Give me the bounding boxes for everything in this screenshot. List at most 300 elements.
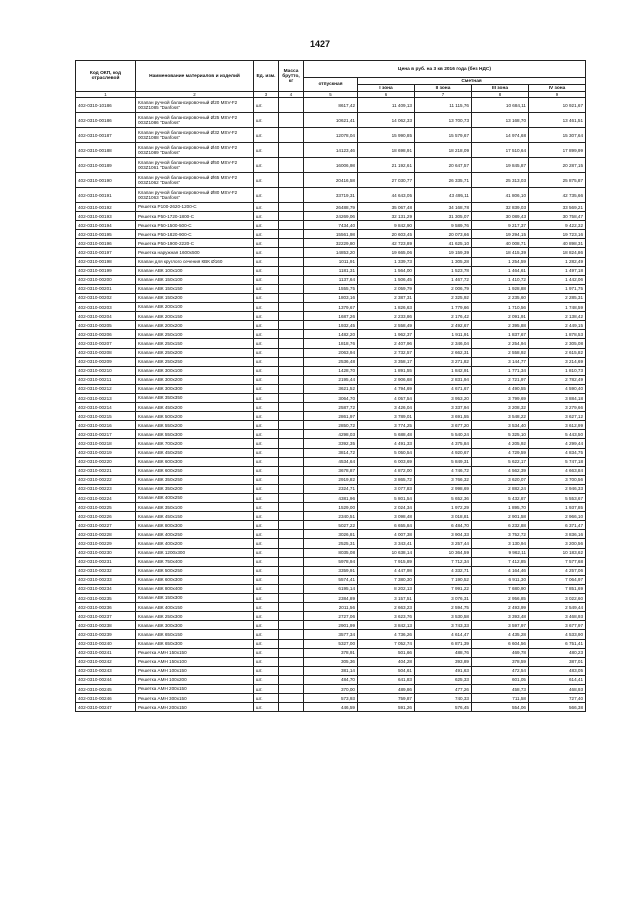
table-row [76,113,586,128]
cell-zone-1-price: 1 891,55 [358,366,415,375]
cell-zone-1-price: 42 723,89 [358,239,415,248]
table-row [76,639,586,648]
cell-zone-1-price: 7 052,74 [358,639,415,648]
cell-mass [279,575,304,584]
cell-zone-1-price: 19 665,06 [358,248,415,257]
cell-zone-3-price: 9 217,37 [472,221,529,230]
cell-zone-4-price: 15 307,64 [529,128,586,143]
header-estimate: Сметная [358,78,586,85]
cell-zone-2-price: 31 305,07 [415,212,472,221]
cell-release-price: 1687,26 [304,312,358,321]
cell-zone-3-price: 1 410,72 [472,275,529,284]
cell-release-price: 10621,41 [304,113,358,128]
cell-code: 402-0310-00227 [76,521,136,530]
cell-unit: шт. [254,330,279,339]
cell-mass [279,403,304,412]
cell-zone-2-price: 9 589,76 [415,221,472,230]
cell-release-price: 1137,64 [304,275,358,284]
cell-code: 402-0310-00199 [76,266,136,275]
table-row [76,621,586,630]
table-row [76,421,586,430]
cell-zone-4-price: 6 371,47 [529,521,586,530]
cell-release-price: 5327,00 [304,639,358,648]
cell-code: 402-0310-00197 [76,248,136,257]
cell-unit: шт. [254,143,279,158]
column-number: 1 [76,92,136,98]
cell-zone-3-price: 5 325,10 [472,430,529,439]
cell-zone-1-price: 8 202,13 [358,584,415,593]
cell-zone-2-price: 3 691,55 [415,412,472,421]
cell-name: Клапан АВК 800х300 [136,521,254,530]
cell-zone-1-price: 2 663,23 [358,603,415,612]
cell-code: 402-0310-00244 [76,675,136,684]
cell-unit: шт. [254,98,279,113]
cell-zone-1-price: 10 638,14 [358,548,415,557]
cell-zone-1-price: 6 003,69 [358,457,415,466]
cell-code: 402-0310-00247 [76,703,136,712]
cell-release-price: 26488,79 [304,203,358,212]
cell-mass [279,366,304,375]
cell-unit: шт. [254,448,279,457]
table-row [76,584,586,593]
cell-code: 402-0310-00234 [76,584,136,593]
cell-name: Решетка АМН 150х150 [136,648,254,657]
cell-name: Решетка Р50-1500-500-С [136,221,254,230]
table-row [76,266,586,275]
cell-zone-3-price: 18 415,39 [472,248,529,257]
cell-name: Клапан АВК 250х100 [136,330,254,339]
cell-zone-4-price: 3 022,60 [529,594,586,603]
cell-zone-3-price: 9 962,11 [472,548,529,557]
cell-zone-2-price: 2 831,94 [415,375,472,384]
cell-unit: шт. [254,403,279,412]
cell-zone-3-price: 4 164,46 [472,566,529,575]
cell-zone-1-price: 2 906,68 [358,375,415,384]
cell-zone-4-price: 566,38 [529,703,586,712]
cell-unit: шт. [254,575,279,584]
cell-code: 402-0310-00245 [76,684,136,693]
header-zone-1: I зона [358,85,415,92]
cell-name: Клапан ручной балансировочный Ø80 MSV-F2 003Z1063 "Danfoss" [136,188,254,203]
cell-unit: шт. [254,284,279,293]
cell-mass [279,584,304,593]
cell-code: 402-0310-00224 [76,494,136,503]
cell-zone-4-price: 1 937,85 [529,503,586,512]
cell-zone-1-price: 3 865,72 [358,475,415,484]
table-row [76,275,586,284]
cell-zone-2-price: 2 006,79 [415,284,472,293]
cell-zone-2-price: 5 652,36 [415,494,472,503]
table-row [76,230,586,239]
column-number: 5 [304,92,358,98]
table-row [76,203,586,212]
cell-zone-3-price: 30 089,43 [472,212,529,221]
cell-name: Решетка АМН 100х200 [136,675,254,684]
cell-name: Клапан АВК 650х150 [136,630,254,639]
cell-mass [279,594,304,603]
cell-zone-2-price: 41 625,10 [415,239,472,248]
cell-zone-3-price: 2 493,99 [472,603,529,612]
cell-release-price: 5978,94 [304,557,358,566]
cell-release-price: 2340,51 [304,512,358,521]
table-row [76,375,586,384]
cell-zone-3-price: 2 558,92 [472,348,529,357]
cell-unit: шт. [254,357,279,366]
cell-unit: шт. [254,430,279,439]
cell-zone-3-price: 4 490,55 [472,384,529,393]
cell-mass [279,303,304,312]
cell-zone-4-price: 2 449,15 [529,321,586,330]
cell-zone-2-price: 4 671,67 [415,384,472,393]
table-row [76,703,586,712]
cell-code: 402-0310-00196 [76,239,136,248]
cell-zone-3-price: 7 412,85 [472,557,529,566]
cell-zone-1-price: 2 407,96 [358,339,415,348]
cell-zone-3-price: 1 895,70 [472,503,529,512]
cell-code: 402-0310-00189 [76,158,136,173]
cell-unit: шт. [254,457,279,466]
cell-mass [279,113,304,128]
cell-release-price: 2063,94 [304,348,358,357]
cell-zone-2-price: 3 743,33 [415,621,472,630]
cell-zone-2-price: 3 257,44 [415,539,472,548]
cell-zone-3-price: 2 901,58 [472,512,529,521]
table-row [76,412,586,421]
cell-zone-4-price: 5 553,67 [529,494,586,503]
cell-zone-4-price: 3 627,12 [529,412,586,421]
cell-zone-1-price: 1 564,00 [358,266,415,275]
cell-unit: шт. [254,639,279,648]
cell-zone-1-price: 2 387,31 [358,293,415,302]
cell-zone-2-price: 1 779,66 [415,303,472,312]
cell-zone-2-price: 4 332,71 [415,566,472,575]
cell-code: 402-0310-00226 [76,512,136,521]
cell-zone-1-price: 27 030,77 [358,173,415,188]
table-row [76,330,586,339]
cell-mass [279,348,304,357]
table-row [76,503,586,512]
cell-unit: шт. [254,158,279,173]
cell-code: 402-0310-00243 [76,666,136,675]
cell-zone-1-price: 6 655,84 [358,521,415,530]
table-row [76,357,586,366]
header-price-group: Цена в руб. на 3 кв 2016 года (без НДС) [304,61,586,78]
cell-unit: шт. [254,703,279,712]
cell-zone-1-price: 44 643,05 [358,188,415,203]
cell-zone-1-price: 3 842,13 [358,621,415,630]
cell-zone-2-price: 477,26 [415,684,472,693]
cell-zone-2-price: 7 991,22 [415,584,472,593]
cell-code: 402-0310-00207 [76,339,136,348]
table-row [76,539,586,548]
cell-name: Клапан АВК 450х250 [136,448,254,457]
cell-zone-4-price: 9 422,32 [529,221,586,230]
cell-mass [279,375,304,384]
cell-zone-2-price: 3 904,33 [415,530,472,539]
cell-zone-2-price: 3 766,32 [415,475,472,484]
cell-code: 402-0310-00214 [76,403,136,412]
cell-unit: шт. [254,421,279,430]
cell-release-price: 1379,67 [304,303,358,312]
cell-zone-4-price: 4 663,84 [529,466,586,475]
cell-code: 402-0310-00210 [76,366,136,375]
cell-mass [279,621,304,630]
cell-zone-1-price: 501,66 [358,648,415,657]
cell-zone-2-price: 19 159,39 [415,248,472,257]
cell-zone-4-price: 1 442,06 [529,275,586,284]
cell-zone-2-price: 576,45 [415,703,472,712]
table-row [76,548,586,557]
table-row [76,284,586,293]
cell-name: Решетка АМН 150х100 [136,657,254,666]
cell-zone-2-price: 43 495,11 [415,188,472,203]
cell-zone-4-price: 483,05 [529,666,586,675]
cell-zone-3-price: 32 839,03 [472,203,529,212]
cell-unit: шт. [254,212,279,221]
cell-release-price: 1932,45 [304,321,358,330]
cell-zone-3-price: 601,05 [472,675,529,684]
table-row [76,430,586,439]
cell-code: 402-0310-00219 [76,448,136,457]
cell-zone-3-price: 3 597,97 [472,621,529,630]
cell-unit: шт. [254,384,279,393]
table-row [76,466,586,475]
cell-name: Клапан АВК 500х200 [136,412,254,421]
cell-name: Решетка Р100-2620-1200-С [136,203,254,212]
cell-code: 402-0310-00195 [76,230,136,239]
price-table [75,60,586,712]
cell-name: Клапан АВК 750х400 [136,557,254,566]
cell-name: Клапан АВК 350х250 [136,475,254,484]
cell-zone-3-price: 3 130,94 [472,539,529,548]
cell-name: Клапан АВК 150х300 [136,594,254,603]
cell-zone-3-price: 17 510,64 [472,143,529,158]
table-row [76,521,586,530]
table-row [76,212,586,221]
cell-zone-4-price: 3 836,16 [529,530,586,539]
cell-zone-4-price: 1 497,18 [529,266,586,275]
cell-mass [279,466,304,475]
cell-mass [279,703,304,712]
cell-zone-4-price: 2 966,10 [529,512,586,521]
cell-zone-2-price: 2 662,31 [415,348,472,357]
cell-zone-2-price: 11 115,76 [415,98,472,113]
cell-zone-1-price: 7 915,89 [358,557,415,566]
cell-code: 402-0310-00194 [76,221,136,230]
cell-mass [279,212,304,221]
cell-release-price: 3026,81 [304,530,358,539]
cell-name: Клапан АВК 300х200 [136,375,254,384]
cell-mass [279,203,304,212]
cell-zone-3-price: 41 806,10 [472,188,529,203]
cell-mass [279,275,304,284]
cell-name: Клапан АВК 800х400 [136,584,254,593]
cell-name: Клапан АВК 550х300 [136,430,254,439]
cell-release-price: 1482,20 [304,330,358,339]
cell-mass [279,158,304,173]
cell-zone-3-price: 3 144,77 [472,357,529,366]
cell-code: 402-0310-00205 [76,321,136,330]
cell-zone-1-price: 3 789,01 [358,412,415,421]
column-number: 3 [254,92,279,98]
cell-name: Клапан АВК 350х100 [136,503,254,512]
cell-zone-4-price: 1 748,59 [529,303,586,312]
cell-unit: шт. [254,266,279,275]
cell-unit: шт. [254,366,279,375]
cell-release-price: 573,93 [304,694,358,703]
header-mass: Масса брутто, кг [279,61,304,92]
cell-name: Клапан АВК 1200х300 [136,548,254,557]
cell-zone-1-price: 404,28 [358,657,415,666]
page-number: 1427 [309,39,331,49]
cell-name: Клапан АВК 600х300 [136,457,254,466]
cell-zone-3-price: 1 837,67 [472,330,529,339]
table-row [76,657,586,666]
cell-zone-3-price: 13 168,70 [472,113,529,128]
cell-zone-3-price: 6 232,88 [472,521,529,530]
cell-zone-1-price: 9 842,90 [358,221,415,230]
table-row [76,98,586,113]
cell-name: Клапан АВК 300х300 [136,621,254,630]
cell-zone-1-price: 5 801,54 [358,494,415,503]
cell-zone-4-price: 2 946,33 [529,484,586,493]
cell-code: 402-0310-00200 [76,275,136,284]
cell-code: 402-0310-00215 [76,412,136,421]
cell-code: 402-0310-00208 [76,348,136,357]
cell-name: Клапан АВК 350х200 [136,484,254,493]
cell-zone-4-price: 4 299,44 [529,439,586,448]
cell-zone-3-price: 2 235,60 [472,293,529,302]
cell-release-price: 5574,41 [304,575,358,584]
cell-code: 402-0310-00242 [76,657,136,666]
cell-name: Клапан АВК 400х250 [136,494,254,503]
table-row [76,457,586,466]
cell-zone-3-price: 3 534,40 [472,421,529,430]
cell-zone-4-price: 13 461,51 [529,113,586,128]
cell-zone-1-price: 11 409,13 [358,98,415,113]
cell-zone-4-price: 5 443,50 [529,430,586,439]
cell-zone-1-price: 641,83 [358,675,415,684]
cell-zone-4-price: 3 468,93 [529,612,586,621]
column-number: 4 [279,92,304,98]
cell-name: Клапан АВК 400х200 [136,539,254,548]
cell-code: 402-0310-00223 [76,484,136,493]
cell-mass [279,439,304,448]
cell-mass [279,421,304,430]
cell-release-price: 3621,52 [304,384,358,393]
cell-zone-3-price: 25 313,03 [472,173,529,188]
cell-name: Решетка Р50-1900-2220-С [136,239,254,248]
cell-code: 402-0310-00217 [76,430,136,439]
cell-unit: шт. [254,239,279,248]
cell-zone-1-price: 2 024,34 [358,503,415,512]
cell-mass [279,503,304,512]
cell-release-price: 32229,80 [304,239,358,248]
cell-release-price: 2195,44 [304,375,358,384]
cell-zone-2-price: 5 540,24 [415,430,472,439]
cell-zone-2-price: 2 998,69 [415,484,472,493]
cell-zone-3-price: 14 974,68 [472,128,529,143]
cell-zone-3-price: 40 008,71 [472,239,529,248]
cell-mass [279,221,304,230]
cell-mass [279,539,304,548]
cell-name: Клапан АВК 150х150 [136,284,254,293]
cell-zone-2-price: 15 579,67 [415,128,472,143]
cell-mass [279,293,304,302]
cell-mass [279,566,304,575]
cell-unit: шт. [254,303,279,312]
cell-zone-3-price: 469,78 [472,648,529,657]
cell-zone-1-price: 21 192,61 [358,158,415,173]
cell-zone-4-price: 3 677,97 [529,621,586,630]
cell-name: Клапан ручной балансировочный Ø50 MSV-F2 003Z1061 "Danfoss" [136,158,254,173]
cell-code: 402-0310-00213 [76,393,136,402]
cell-zone-1-price: 4 447,98 [358,566,415,575]
cell-zone-2-price: 1 305,28 [415,257,472,266]
table-row [76,630,586,639]
table-row [76,612,586,621]
cell-name: Клапан АВК 450х150 [136,512,254,521]
cell-zone-1-price: 14 062,33 [358,113,415,128]
cell-zone-4-price: 727,40 [529,694,586,703]
cell-unit: шт. [254,466,279,475]
cell-code: 402-0310-00231 [76,557,136,566]
cell-zone-2-price: 34 168,78 [415,203,472,212]
cell-mass [279,357,304,366]
cell-zone-4-price: 18 824,86 [529,248,586,257]
cell-release-price: 1529,00 [304,503,358,512]
cell-zone-4-price: 42 735,66 [529,188,586,203]
cell-mass [279,266,304,275]
cell-release-price: 1181,31 [304,266,358,275]
cell-zone-1-price: 7 380,30 [358,575,415,584]
header-zone-2: II зона [415,85,472,92]
cell-name: Решетка АМН 100х150 [136,666,254,675]
cell-code: 402-0310-00236 [76,603,136,612]
cell-zone-3-price: 2 395,88 [472,321,529,330]
cell-name: Клапан АВК 250х300 [136,612,254,621]
cell-code: 402-0310-00220 [76,457,136,466]
cell-release-price: 3814,72 [304,448,358,457]
cell-zone-4-price: 468,93 [529,684,586,693]
cell-zone-2-price: 3 271,82 [415,357,472,366]
table-row [76,484,586,493]
cell-zone-1-price: 4 007,38 [358,530,415,539]
table-row [76,366,586,375]
cell-name: Клапан АВК 600х250 [136,466,254,475]
cell-zone-4-price: 30 758,47 [529,212,586,221]
cell-unit: шт. [254,248,279,257]
cell-unit: шт. [254,512,279,521]
cell-mass [279,448,304,457]
cell-name: Клапан АВК 200х200 [136,321,254,330]
cell-zone-3-price: 10 684,11 [472,98,529,113]
cell-zone-1-price: 3 343,41 [358,539,415,548]
cell-zone-1-price: 3 623,76 [358,612,415,621]
cell-release-price: 4298,03 [304,430,358,439]
cell-code: 402-0310-00201 [76,284,136,293]
cell-zone-2-price: 2 594,75 [415,603,472,612]
table-row [76,566,586,575]
cell-name: Клапан ручной балансировочный Ø40 MSV-F2 003Z1089 "Danfoss" [136,143,254,158]
cell-mass [279,648,304,657]
cell-zone-1-price: 759,87 [358,694,415,703]
cell-unit: шт. [254,475,279,484]
cell-mass [279,521,304,530]
cell-zone-4-price: 2 615,82 [529,348,586,357]
cell-name: Клапан ручной балансировочный Ø32 MSV-F2 003Z1088 "Danfoss" [136,128,254,143]
cell-release-price: 2011,56 [304,603,358,612]
